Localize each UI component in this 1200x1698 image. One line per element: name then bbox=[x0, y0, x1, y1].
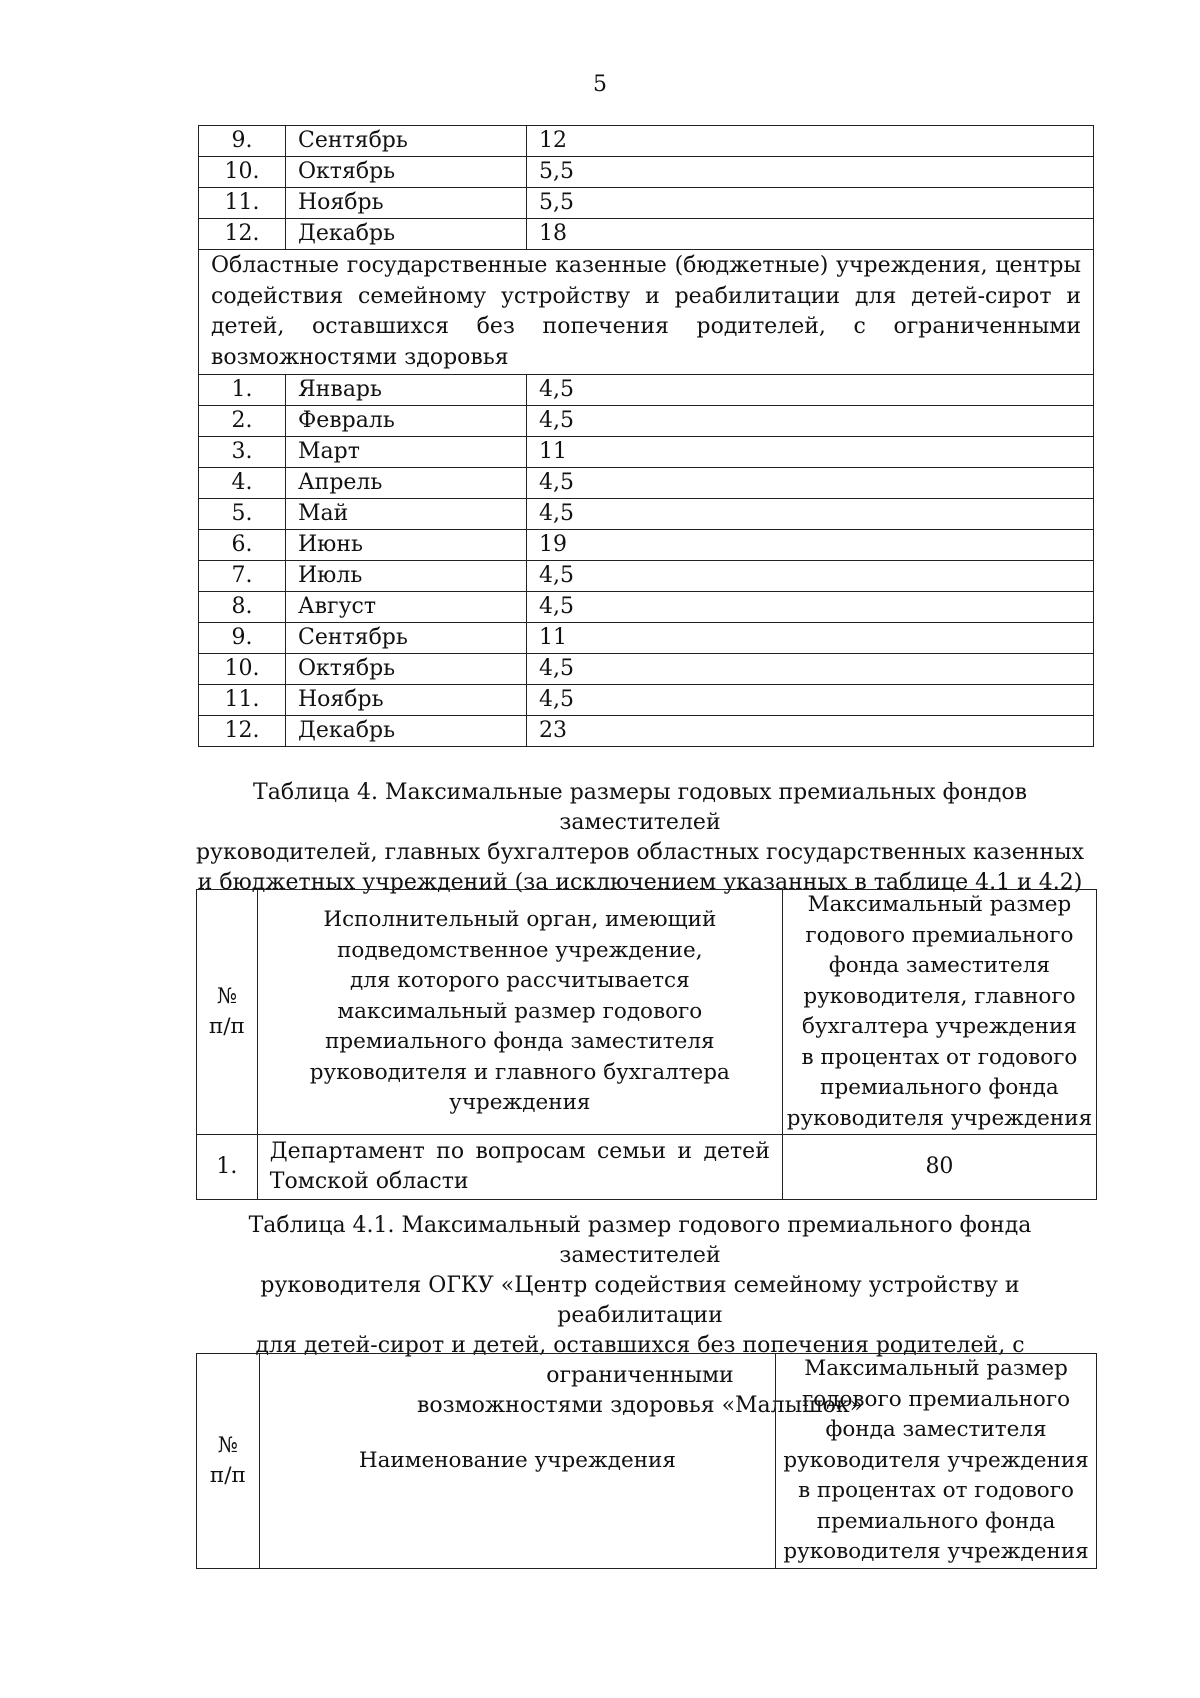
table-row bbox=[199, 188, 1094, 219]
header-line: № bbox=[217, 1432, 239, 1458]
row-number: 4. bbox=[199, 468, 286, 499]
header-line: годового премиального bbox=[802, 1386, 1071, 1412]
header-line: для которого рассчитывается bbox=[350, 968, 690, 994]
table-row bbox=[199, 530, 1094, 561]
group-heading-row bbox=[199, 250, 1094, 375]
header-max-size bbox=[782, 890, 1096, 1135]
month-name: Февраль bbox=[286, 406, 527, 437]
month-value: 4,5 bbox=[527, 406, 1094, 437]
header-line: Исполнительный орган, имеющий bbox=[323, 907, 717, 933]
month-name: Ноябрь bbox=[286, 188, 527, 219]
table-row bbox=[199, 654, 1094, 685]
table-row bbox=[199, 623, 1094, 654]
row-number: 10. bbox=[199, 654, 286, 685]
page-number: 5 bbox=[593, 72, 607, 97]
table4 bbox=[196, 889, 1097, 1200]
table-row bbox=[199, 157, 1094, 188]
caption-line: и бюджетных учреждений (за исключением указанных в таблице 4.1 и 4.2) bbox=[197, 870, 1083, 895]
table-row bbox=[199, 561, 1094, 592]
header-organ bbox=[257, 890, 782, 1135]
month-value: 18 bbox=[527, 219, 1094, 250]
row-number: 8. bbox=[199, 592, 286, 623]
header-num bbox=[197, 890, 258, 1135]
month-value: 5,5 bbox=[527, 157, 1094, 188]
table-row bbox=[199, 219, 1094, 250]
month-name: Октябрь bbox=[286, 157, 527, 188]
month-name: Декабрь bbox=[286, 716, 527, 747]
month-value: 4,5 bbox=[527, 561, 1094, 592]
row-number: 5. bbox=[199, 499, 286, 530]
month-name: Январь bbox=[286, 375, 527, 406]
row-number: 10. bbox=[199, 157, 286, 188]
department-name: Департамент по вопросам семьи и детей Томской области bbox=[257, 1135, 782, 1200]
header-institution-name: Наименование учреждения bbox=[259, 1354, 775, 1569]
row-number: 6. bbox=[199, 530, 286, 561]
row-number: 3. bbox=[199, 437, 286, 468]
row-number: 1. bbox=[197, 1135, 258, 1200]
table-header-row bbox=[197, 890, 1097, 1135]
month-value: 12 bbox=[527, 126, 1094, 157]
month-name: Август bbox=[286, 592, 527, 623]
table-row bbox=[199, 126, 1094, 157]
row-number: 12. bbox=[199, 219, 286, 250]
month-name: Декабрь bbox=[286, 219, 527, 250]
month-name: Апрель bbox=[286, 468, 527, 499]
header-line: годового премиального bbox=[805, 922, 1074, 948]
table-row bbox=[199, 685, 1094, 716]
header-line: руководителя и главного бухгалтера bbox=[309, 1059, 730, 1085]
header-line: премиального фонда bbox=[820, 1075, 1059, 1100]
table-row bbox=[199, 468, 1094, 499]
header-line: руководителя, главного bbox=[803, 983, 1076, 1009]
months-premium-table bbox=[198, 125, 1094, 747]
caption-line: для детей-сирот и детей, оставшихся без попечения родителей, с ограниченными bbox=[255, 1333, 1025, 1388]
month-value: 23 bbox=[527, 716, 1094, 747]
month-name: Май bbox=[286, 499, 527, 530]
header-line: подведомственное учреждение, bbox=[337, 937, 703, 963]
caption-line: Таблица 4.1. Максимальный размер годового премиального фонда заместителей bbox=[248, 1213, 1032, 1268]
max-percent-value: 80 bbox=[782, 1135, 1096, 1200]
table-row bbox=[199, 437, 1094, 468]
header-max-size bbox=[776, 1354, 1097, 1569]
month-value: 11 bbox=[527, 623, 1094, 654]
month-name: Октябрь bbox=[286, 654, 527, 685]
caption-line: руководителя ОГКУ «Центр содействия семейному устройству и реабилитации bbox=[260, 1273, 1020, 1328]
row-number: 11. bbox=[199, 685, 286, 716]
month-value: 4,5 bbox=[527, 592, 1094, 623]
header-line: премиального фонда bbox=[816, 1508, 1056, 1534]
row-number: 11. bbox=[199, 188, 286, 219]
header-line: фонда заместителя bbox=[828, 953, 1050, 978]
row-number: 7. bbox=[199, 561, 286, 592]
group-heading: Областные государственные казенные (бюджетные) учреждения, центры содействия семейному устройству и реабилитации для детей-сирот и детей, оставшихся без попечения родителей, с ограниченными возможностями здоровья bbox=[199, 250, 1094, 375]
caption-line: руководителей, главных бухгалтеров областных государственных казенных bbox=[195, 840, 1085, 865]
caption-line: возможностями здоровья «Малышок» bbox=[416, 1393, 864, 1418]
row-number: 12. bbox=[199, 716, 286, 747]
month-value: 4,5 bbox=[527, 654, 1094, 685]
caption-line: Таблица 4. Максимальные размеры годовых премиальных фондов заместителей bbox=[253, 780, 1027, 835]
header-line: № bbox=[216, 984, 238, 1009]
table-row bbox=[199, 406, 1094, 437]
table-row bbox=[197, 1135, 1097, 1200]
table-header-row bbox=[197, 1354, 1097, 1569]
table-row bbox=[199, 592, 1094, 623]
header-line: п/п bbox=[209, 1462, 246, 1488]
header-line: п/п bbox=[208, 1014, 245, 1039]
header-line: руководителя учреждения bbox=[786, 1105, 1093, 1131]
month-name: Июль bbox=[286, 561, 527, 592]
header-line: фонда заместителя bbox=[825, 1417, 1047, 1442]
header-line: премиального фонда заместителя bbox=[325, 1029, 715, 1055]
header-line: Максимальный размер bbox=[807, 892, 1072, 917]
table-row bbox=[199, 375, 1094, 406]
month-value: 4,5 bbox=[527, 499, 1094, 530]
month-value: 19 bbox=[527, 530, 1094, 561]
month-name: Ноябрь bbox=[286, 685, 527, 716]
row-number: 1. bbox=[199, 375, 286, 406]
month-name: Июнь bbox=[286, 530, 527, 561]
header-line: в процентах от годового bbox=[801, 1044, 1078, 1070]
header-line: максимальный размер годового bbox=[337, 998, 703, 1024]
row-number: 9. bbox=[199, 126, 286, 157]
row-number: 2. bbox=[199, 406, 286, 437]
month-value: 4,5 bbox=[527, 375, 1094, 406]
table41 bbox=[196, 1353, 1097, 1569]
month-value: 4,5 bbox=[527, 685, 1094, 716]
header-num bbox=[197, 1354, 260, 1569]
table-row bbox=[199, 716, 1094, 747]
month-name: Сентябрь bbox=[286, 623, 527, 654]
month-name: Март bbox=[286, 437, 527, 468]
header-line: бухгалтера учреждения bbox=[802, 1014, 1077, 1039]
row-number: 9. bbox=[199, 623, 286, 654]
table-row bbox=[199, 499, 1094, 530]
month-value: 5,5 bbox=[527, 188, 1094, 219]
month-value: 11 bbox=[527, 437, 1094, 468]
header-line: руководителя учреждения bbox=[783, 1539, 1089, 1564]
table4-caption bbox=[180, 778, 1100, 898]
month-name: Сентябрь bbox=[286, 126, 527, 157]
month-value: 4,5 bbox=[527, 468, 1094, 499]
header-line: в процентах от годового bbox=[798, 1478, 1074, 1503]
header-line: учреждения bbox=[449, 1090, 591, 1116]
header-line: руководителя учреждения bbox=[783, 1447, 1089, 1473]
header-line: Максимальный размер bbox=[804, 1356, 1068, 1381]
